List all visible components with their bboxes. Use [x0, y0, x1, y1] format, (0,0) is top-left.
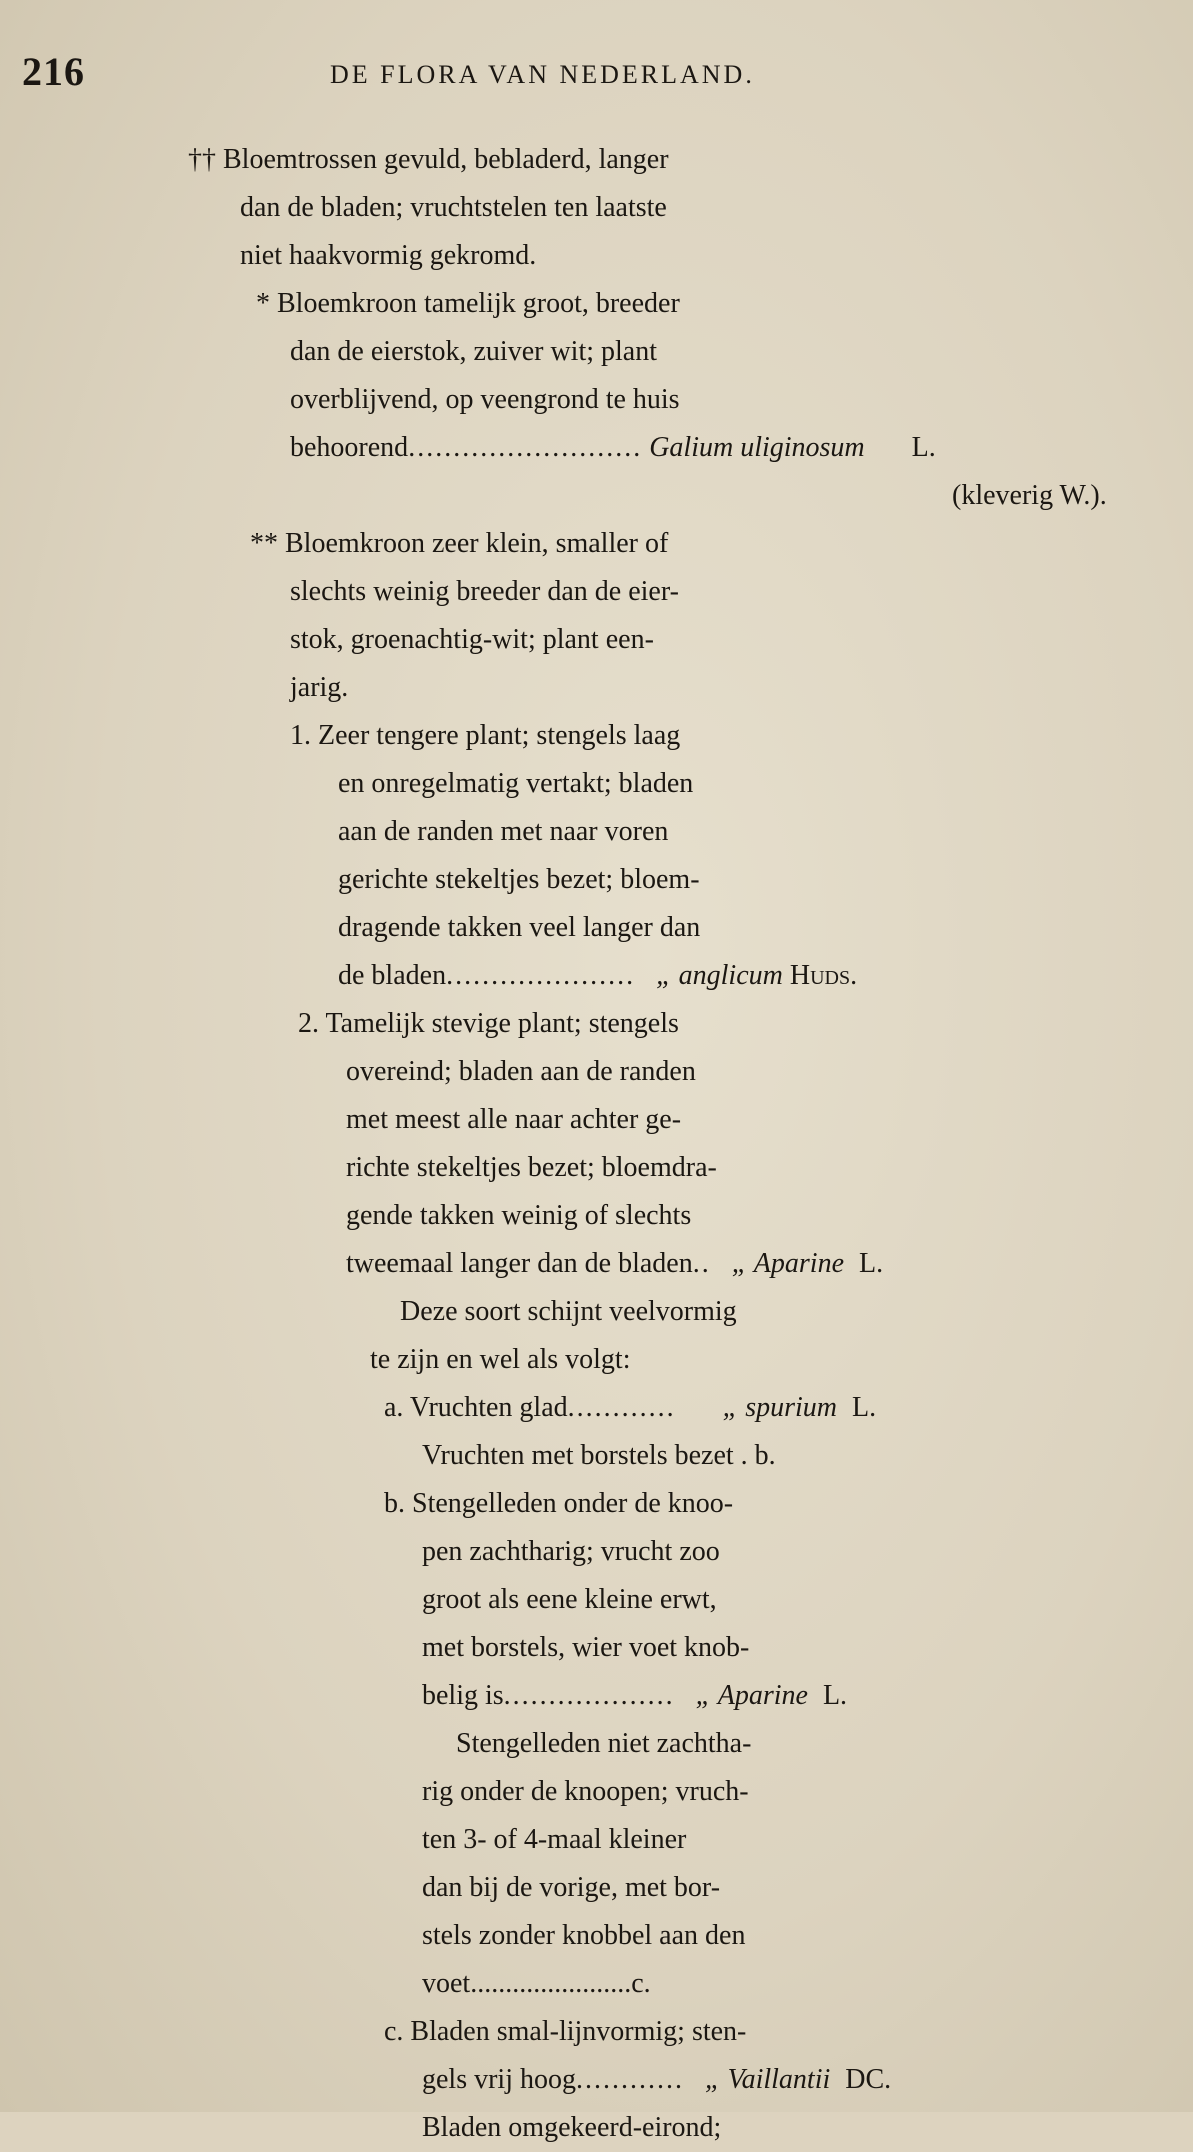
key-line: pen zachtharig; vrucht zoo	[422, 1536, 720, 1567]
entry-lead: de bladen	[338, 960, 447, 991]
species-author: L.	[822, 1680, 848, 1711]
key-line: jarig.	[290, 672, 349, 703]
key-line: ten 3- of 4-maal kleiner	[422, 1824, 687, 1855]
key-line: gende takken weinig of slechts	[346, 1200, 692, 1231]
key-line: groot als eene kleine erwt,	[422, 1584, 717, 1615]
key-line: overeind; bladen aan de randen	[346, 1056, 696, 1087]
entry-lead: a. Vruchten glad	[384, 1392, 568, 1423]
species-name: Galium uliginosum	[649, 432, 865, 463]
key-line: (kleverig W.).	[952, 480, 1107, 511]
key-line: ** Bloemkroon zeer klein, smaller of	[250, 528, 669, 559]
species-name: „ anglicum	[656, 960, 783, 991]
species-name: „ spurium	[722, 1392, 838, 1423]
key-line: 1. Zeer tengere plant; stengels laag	[290, 720, 681, 751]
key-line: stels zonder knobbel aan den	[422, 1920, 746, 1951]
leader-dots: ............	[576, 2064, 684, 2095]
key-line: overblijvend, op veengrond te huis	[290, 384, 680, 415]
species-name: „ Aparine	[731, 1248, 844, 1279]
key-line: Deze soort schijnt veelvormig	[400, 1296, 737, 1327]
leader-dots: ..	[692, 1248, 711, 1279]
key-line: dragende takken veel langer dan	[338, 912, 701, 943]
leader-dots: .....................	[446, 960, 636, 991]
species-name: „ Aparine	[695, 1680, 808, 1711]
key-line: voet.......................c.	[422, 1968, 651, 1999]
leader-dots: ............	[567, 1392, 676, 1423]
key-line: 2. Tamelijk stevige plant; stengels	[298, 1008, 679, 1039]
species-line	[422, 1672, 847, 1720]
species-line	[338, 952, 857, 1000]
entry-lead: belig is	[422, 1680, 504, 1711]
key-line: te zijn en wel als volgt:	[370, 1344, 631, 1375]
species-line	[384, 1384, 876, 1432]
page-number: 216	[22, 49, 85, 94]
running-head: DE FLORA VAN NEDERLAND.	[330, 60, 755, 89]
key-line: b. Stengelleden onder de knoo-	[384, 1488, 734, 1519]
key-line: rig onder de knoopen; vruch-	[422, 1776, 749, 1807]
key-line: dan bij de vorige, met bor-	[422, 1872, 721, 1903]
key-line: slechts weinig breeder dan de eier-	[290, 576, 679, 607]
key-line: richte stekeltjes bezet; bloemdra-	[346, 1152, 717, 1183]
key-line: c. Bladen smal-lijnvormig; sten-	[384, 2016, 747, 2047]
key-line: aan de randen met naar voren	[338, 816, 669, 847]
species-line	[346, 1240, 883, 1288]
entry-lead: behoorend	[290, 432, 409, 463]
key-line: Bladen omgekeerd-eirond;	[422, 2112, 722, 2143]
key-line: dan de eierstok, zuiver wit; plant	[290, 336, 657, 367]
key-line: stok, groenachtig-wit; plant een-	[290, 624, 654, 655]
key-line: †† Bloemtrossen gevuld, bebladerd, langer	[188, 144, 669, 175]
species-author: L.	[852, 1392, 877, 1423]
species-line	[422, 2056, 891, 2104]
key-line: * Bloemkroon tamelijk groot, breeder	[256, 288, 680, 319]
entry-lead: tweemaal langer dan de bladen	[346, 1248, 693, 1279]
species-author: L.	[859, 1248, 884, 1279]
entry-lead: gels vrij hoog	[422, 2064, 576, 2095]
leader-dots: ...................	[503, 1680, 675, 1711]
key-line: dan de bladen; vruchtstelen ten laatste	[240, 192, 667, 223]
key-line: met borstels, wier voet knob-	[422, 1632, 750, 1663]
species-line	[290, 424, 1158, 472]
species-author: L.	[911, 432, 936, 463]
species-author: Huds.	[789, 960, 858, 991]
species-name: „ Vaillantii	[705, 2064, 831, 2095]
key-line: met meest alle naar achter ge-	[346, 1104, 682, 1135]
species-author: DC.	[845, 2064, 892, 2095]
key-line: niet haakvormig gekromd.	[240, 240, 537, 271]
key-line: Stengelleden niet zachtha-	[456, 1728, 752, 1759]
key-line: en onregelmatig vertakt; bladen	[338, 768, 694, 799]
leader-dots: ..........................	[408, 432, 643, 463]
key-line: gerichte stekeltjes bezet; bloem-	[338, 864, 700, 895]
key-line: Vruchten met borstels bezet . b.	[422, 1440, 776, 1471]
